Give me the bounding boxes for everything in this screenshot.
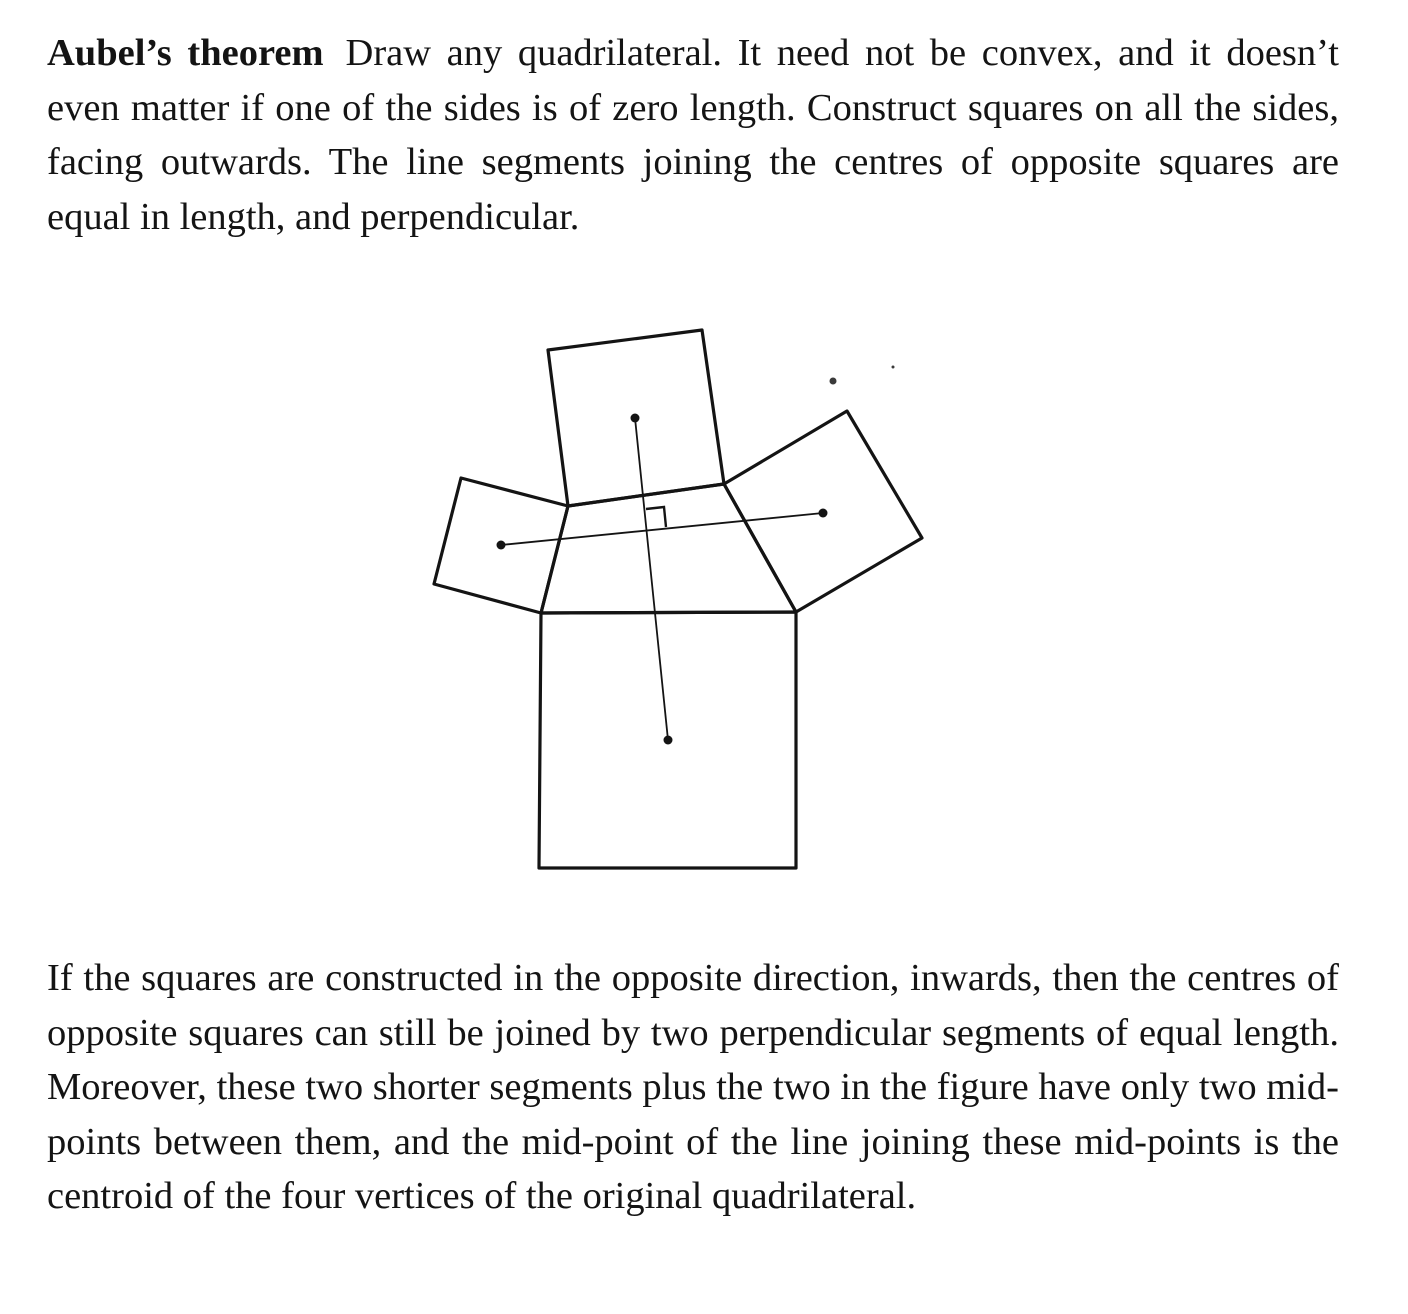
print-speck <box>892 366 895 369</box>
segment-top-bottom <box>635 418 668 740</box>
segment-left-right <box>501 513 823 545</box>
theorem-title: Aubel’s theorem <box>47 32 324 74</box>
print-speck <box>830 378 837 385</box>
theorem-statement: Draw any quadrilateral. It need not be convex, and it doesn’t even matter if one of the sides is of zero length. Construct squares on all the sides, facing outwards. The line segments joining the centres of opposite squares are equal in length, and perpendicular. <box>47 32 1339 238</box>
square-bottom <box>539 612 796 868</box>
right-angle-marker <box>646 507 666 527</box>
theorem-paragraph <box>47 26 1339 244</box>
centre-bottom <box>664 736 673 745</box>
square-right <box>724 411 922 612</box>
square-left <box>434 478 568 613</box>
square-top <box>548 330 724 506</box>
centre-top <box>631 414 640 423</box>
centre-right <box>819 509 828 518</box>
quadrilateral <box>541 484 796 613</box>
centre-left <box>497 541 506 550</box>
followup-paragraph: If the squares are constructed in the opposite direction, inwards, then the centres of opposite squares can still be joined by two perpendicular segments of equal length. Moreover, these two shorter segments plus the two in the figure have only two mid-points between them, and the mid-point of the line joining these mid-points is the centroid of the four vertices of the original quadrilateral. <box>47 957 1339 1217</box>
